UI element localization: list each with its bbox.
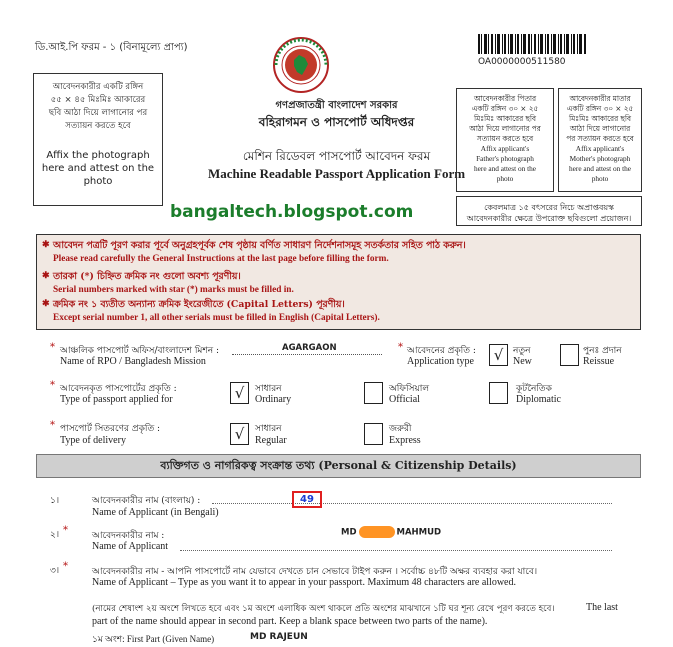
express-label-en: Express xyxy=(389,435,421,446)
first-part-label: ১ম অংশ: First Part (Given Name) xyxy=(92,634,215,644)
mother-photo-text: আবেদনকারীর মাতার xyxy=(569,94,631,103)
age-note-line: আবেদনকারীর ক্ষেত্রে উপরোক্ত ছবিগুলো প্রয়োজন। xyxy=(466,214,632,223)
rpo-input[interactable]: AGARGAON xyxy=(282,343,337,353)
photo-instruction-en: Affix the photograph xyxy=(46,150,150,161)
required-star: * xyxy=(50,420,55,431)
father-photo-text: photo xyxy=(496,174,514,183)
photo-instruction-en: here and attest on the xyxy=(41,163,155,174)
mother-photo-text: পর সত্যায়ন করতে হবে xyxy=(566,134,634,143)
regular-label-en: Regular xyxy=(255,435,287,446)
field-number: ১। xyxy=(50,496,60,506)
mother-photo-text: here and attest on the xyxy=(569,164,631,173)
official-label-bn: অফিসিয়াল xyxy=(389,384,430,394)
applicant-photo-box[interactable] xyxy=(33,73,163,206)
reissue-label-bn: পুনঃ প্রদান xyxy=(583,346,622,356)
name-note-en-2: part of the name should appear in second part. Keep a blank space between two parts of the name). xyxy=(92,616,488,627)
application-type-label-bn: আবেদনের প্রকৃতি : xyxy=(407,346,476,356)
new-label-bn: নতুন xyxy=(513,346,531,356)
instruction-3-en: Except serial number 1, all other serials must be filled in English (Capital Letters). xyxy=(53,313,380,323)
ordinary-label-bn: সাধারন xyxy=(255,384,282,394)
government-name: গণপ্রজাতন্ত্রী বাংলাদেশ সরকার xyxy=(275,100,398,111)
passport-name-label-bn: আবেদনকারীর নাম - আপনি পাসপোর্টে নাম যেভাবে দেখতে চান সেভাবে টাইপ করুন । সর্বোচ্চ ৪৮টি অক্ষর ব্যবহার করা যাবে। xyxy=(92,567,538,577)
rpo-label-en: Name of RPO / Bangladesh Mission xyxy=(60,356,206,367)
reissue-checkbox[interactable] xyxy=(560,344,579,366)
father-photo-box[interactable] xyxy=(456,88,554,192)
delivery-type-label-en: Type of delivery xyxy=(60,435,126,446)
instruction-1-en: Please read carefully the General Instructions at the last page before filling the form. xyxy=(53,254,389,264)
father-photo-text: here and attest on the xyxy=(474,164,536,173)
applicant-name-underline xyxy=(180,550,612,551)
mother-photo-text: মিঃমিঃ আকারের ছবি xyxy=(569,114,631,123)
express-checkbox[interactable] xyxy=(364,423,383,445)
father-photo-text: আবেদনকারীর পিতার xyxy=(474,94,536,103)
department-name: বহিরাগমন ও পাসপোর্ট অধিদপ্তর xyxy=(258,115,415,129)
mother-photo-text: আঠা দিয়ে লাগানোর xyxy=(569,124,631,133)
field-number: ২। xyxy=(50,530,60,540)
watermark-text: bangaltech.blogspot.com xyxy=(170,202,414,222)
official-label-en: Official xyxy=(389,394,420,405)
instruction-3-bn: ✱ ক্রমিক নং ১ ব্যতীত অন্যান্য ক্রমিক ইংরেজীতে (Capital Letters) পূরণীয়। xyxy=(42,299,345,310)
form-code: ডি.আই.পি ফরম - ১ (বিনামূল্যে প্রাপ্য) xyxy=(35,42,188,53)
name-note-bn: (নামের শেষাংশ ২য় অংশে লিখতে হবে এবং ১ম অংশে এলাধিক অংশ থাকলে প্রতি অংশের মাঝখানে ১টি ঘর শূন্য রেখে পূরণ করতে হবে। xyxy=(92,604,555,614)
official-checkbox[interactable] xyxy=(364,382,383,404)
mother-photo-text: একটি রঙ্গিন ৩০ × ২৫ xyxy=(566,104,634,113)
applicant-name-input[interactable]: MD MAHMUD xyxy=(341,527,442,538)
father-photo-text: একটি রঙ্গিন ৩০ × ২৫ xyxy=(471,104,539,113)
government-emblem-icon xyxy=(272,36,330,94)
father-photo-text: Father's photograph xyxy=(476,154,534,163)
diplomatic-label-en: Diplomatic xyxy=(516,394,561,405)
bengali-name-label-bn: আবেদনকারীর নাম (বাংলায়) : xyxy=(92,496,201,506)
diplomatic-checkbox[interactable] xyxy=(489,382,508,404)
required-star: * xyxy=(50,342,55,353)
new-label-en: New xyxy=(513,356,532,367)
age-note-line: কেবলমাত্র ১৫ বৎসরের নিচে অপ্রাপ্তবয়স্ক xyxy=(484,203,614,212)
father-photo-text: সত্যায়ন করতে হবে xyxy=(476,134,534,143)
bengali-name-label-en: Name of Applicant (in Bengali) xyxy=(92,507,219,518)
new-checkbox[interactable]: √ xyxy=(489,344,508,366)
photo-instruction-bn: সত্যায়ন করতে হবে xyxy=(65,121,131,131)
mother-photo-text: Mother's photograph xyxy=(569,154,631,163)
redaction-mark xyxy=(359,526,395,538)
form-title-bengali: মেশিন রিডেবল পাসপোর্ট আবেদন ফরম xyxy=(242,149,431,163)
father-photo-text: Affix applicant's xyxy=(480,144,530,153)
first-part-input[interactable]: MD RAJEUN xyxy=(250,632,308,642)
required-star: * xyxy=(63,525,68,536)
required-star: * xyxy=(63,561,68,572)
photo-instruction-bn: আবেদনকারীর একটি রঙ্গিন xyxy=(52,82,144,92)
passport-type-label-bn: আবেদনকৃত পাসপোর্টের প্রকৃতি : xyxy=(60,384,177,394)
instruction-2-en: Serial numbers marked with star (*) marks must be filled in. xyxy=(53,285,294,295)
regular-checkbox[interactable]: √ xyxy=(230,423,249,445)
form-title-english: Machine Readable Passport Application Form xyxy=(207,166,466,181)
mother-photo-text: photo xyxy=(591,174,609,183)
photo-instruction-en: photo xyxy=(83,176,113,187)
required-star: * xyxy=(398,342,403,353)
bengali-name-underline xyxy=(212,503,612,504)
applicant-name-label-en: Name of Applicant xyxy=(92,541,169,552)
mother-photo-box[interactable] xyxy=(558,88,642,192)
delivery-type-label-bn: পাসপোর্ট সিতরণের প্রকৃতি : xyxy=(60,424,161,434)
mother-photo-text: Affix applicant's xyxy=(575,144,625,153)
photo-instruction-bn: ৫৫ × ৪৫ মিঃমিঃ আকারের xyxy=(50,95,146,105)
rpo-underline xyxy=(232,354,382,355)
tracking-number: OA0000000511580 xyxy=(478,57,566,67)
reissue-label-en: Reissue xyxy=(583,356,615,367)
application-type-label-en: Application type xyxy=(407,356,474,367)
bengali-name-input[interactable]: 49 xyxy=(292,491,322,508)
barcode xyxy=(478,34,586,54)
instruction-1-bn: ✱ আবেদন পত্রটি পূরণ করার পূর্বে অনুগ্রহপূর্বক শেষ পৃষ্ঠায় বর্ণিত সাধারণ নির্দেশনাসমূহ সতর্কতার সহিত পাঠ করুন। xyxy=(42,240,466,251)
instructions-panel xyxy=(36,234,641,330)
diplomatic-label-bn: কূটনৈতিক xyxy=(516,384,552,394)
minor-age-note xyxy=(456,196,642,226)
regular-label-bn: সাধারন xyxy=(255,424,282,434)
father-photo-text: আঠা দিয়ে লাগানোর পর xyxy=(469,124,541,133)
ordinary-label-en: Ordinary xyxy=(255,394,292,405)
section-header: ব্যক্তিগত ও নাগরিকত্ব সংক্রান্ত তথ্য (Personal & Citizenship Details) xyxy=(36,454,641,478)
passport-name-label-en: Name of Applicant – Type as you want it to appear in your passport. Maximum 48 characters are allowed. xyxy=(92,577,516,588)
field-number: ৩। xyxy=(50,566,60,576)
passport-type-label-en: Type of passport applied for xyxy=(60,394,173,405)
instruction-2-bn: ✱ তারকা (*) চিহ্নিত ক্রমিক নং গুলো অবশ্য পূরণীয়। xyxy=(42,271,241,282)
applicant-name-label-bn: আবেদনকারীর নাম : xyxy=(92,531,165,541)
name-note-en-1: The last xyxy=(586,602,618,613)
father-photo-text: মিঃমিঃ আকারের ছবি xyxy=(474,114,536,123)
express-label-bn: জরুরী xyxy=(389,424,412,434)
required-star: * xyxy=(50,380,55,391)
photo-instruction-bn: ছবি আঠা দিয়ে লাগানোর পর xyxy=(48,108,148,118)
ordinary-checkbox[interactable]: √ xyxy=(230,382,249,404)
rpo-label-bn: আঞ্চলিক পাসপোর্ট অফিস/বাংলাদেশ মিশন : xyxy=(60,346,219,356)
